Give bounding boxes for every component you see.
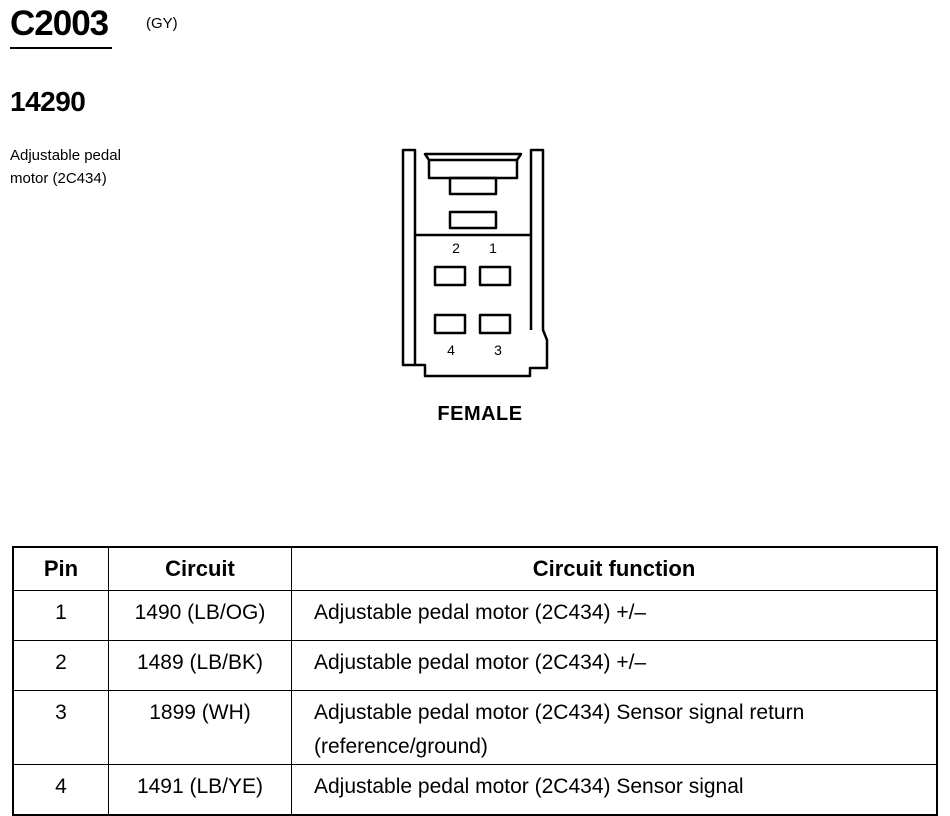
connector-face-diagram <box>395 140 565 390</box>
cavity-3 <box>480 315 510 333</box>
component-description-line-2: motor (2C434) <box>10 170 107 187</box>
cell-function <box>292 591 938 641</box>
cell-function-line-2: (reference/ground) <box>314 735 488 758</box>
cell-circuit: 1490 (LB/OG) <box>109 591 292 641</box>
slot-upper <box>450 178 496 194</box>
table-row <box>13 641 937 691</box>
part-number: 14290 <box>10 86 86 117</box>
cell-pin: 2 <box>13 641 109 691</box>
connector-body-outline <box>403 150 547 376</box>
slot-lower <box>450 212 496 228</box>
pin-label-3: 3 <box>494 342 502 358</box>
pin-label-4: 4 <box>447 342 455 358</box>
table-row <box>13 765 937 816</box>
table-header-row <box>13 547 937 591</box>
cell-function-line: Adjustable pedal motor (2C434) +/– <box>314 601 647 624</box>
cavity-4 <box>435 315 465 333</box>
cell-function <box>292 691 938 765</box>
header-pin: Pin <box>13 547 109 591</box>
cavity-2 <box>435 267 465 285</box>
cell-function <box>292 765 938 816</box>
cell-circuit: 1491 (LB/YE) <box>109 765 292 816</box>
header-circuit: Circuit <box>109 547 292 591</box>
header-circuit-function: Circuit function <box>292 547 938 591</box>
cell-circuit: 1489 (LB/BK) <box>109 641 292 691</box>
cavity-1 <box>480 267 510 285</box>
connector-latch-hood <box>429 160 517 178</box>
component-description <box>10 144 170 190</box>
cell-pin: 3 <box>13 691 109 765</box>
component-description-line-1: Adjustable pedal <box>10 147 121 164</box>
connector-gender-label: FEMALE <box>437 403 523 425</box>
pin-label-2: 2 <box>452 240 460 256</box>
cell-function-line: Adjustable pedal motor (2C434) Sensor signal return <box>314 701 805 724</box>
connector-id-underline <box>10 47 112 49</box>
pin-label-1: 1 <box>489 240 497 256</box>
cell-function-line: Adjustable pedal motor (2C434) Sensor signal <box>314 775 744 798</box>
cell-pin: 1 <box>13 591 109 641</box>
cell-function-line: Adjustable pedal motor (2C434) +/– <box>314 651 647 674</box>
cell-pin: 4 <box>13 765 109 816</box>
connector-id: C2003 <box>10 4 109 43</box>
table-row <box>13 591 937 641</box>
pin-table <box>12 546 938 816</box>
color-code: (GY) <box>146 15 178 32</box>
table-row <box>13 691 937 765</box>
cell-function <box>292 641 938 691</box>
cell-circuit: 1899 (WH) <box>109 691 292 765</box>
